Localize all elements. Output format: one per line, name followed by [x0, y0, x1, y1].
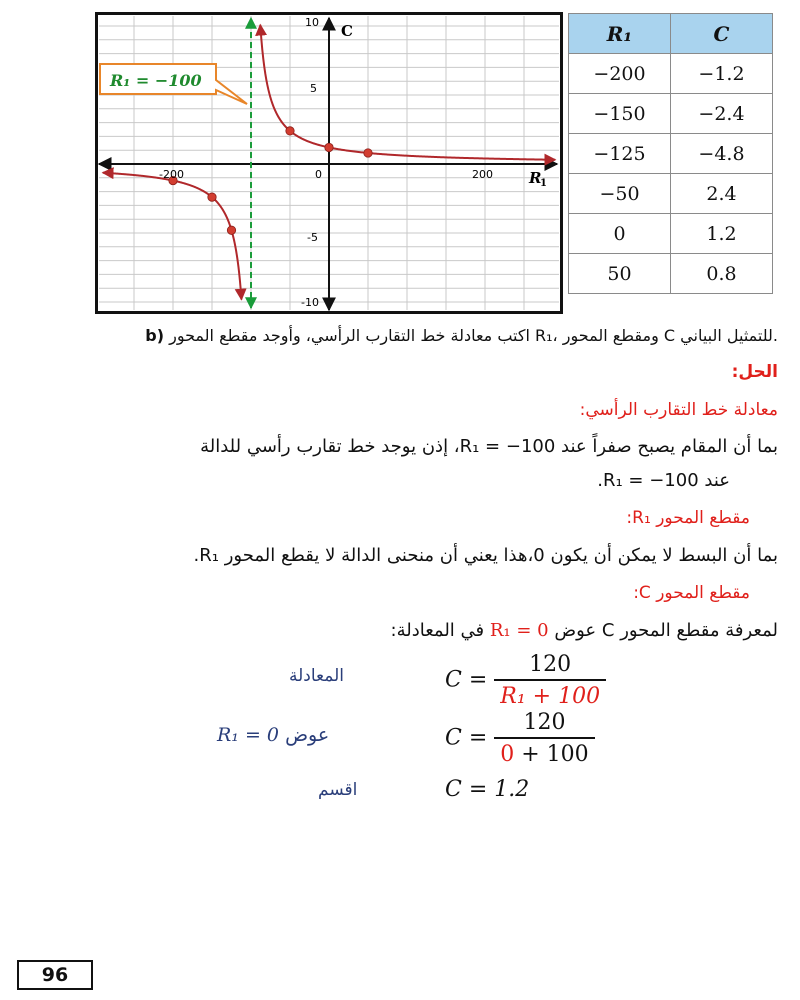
x-tick-200: 200: [472, 168, 493, 181]
table-row: [569, 134, 773, 174]
table-cell-c: −2.4: [671, 94, 773, 134]
table-header-row: [569, 14, 773, 54]
step2-label-math: R₁ = 0: [217, 724, 280, 746]
asymptote-text-1: بما أن المقام يصبح صفراً عند R₁ = −100، إذن يوجد خط تقارب رأسي للدالة: [200, 436, 778, 457]
step2-denominator: [494, 739, 594, 767]
c-intercept-text-a: لمعرفة مقطع المحور C عوض: [554, 620, 778, 641]
x-tick-neg200: -200: [159, 168, 184, 181]
table-cell-c: −1.2: [671, 54, 773, 94]
y-axis-name: C: [341, 22, 353, 40]
step2-equation: [445, 710, 595, 767]
x-axis-subscript: 1: [540, 178, 547, 189]
table-row: [569, 174, 773, 214]
table-cell-r: 0: [569, 214, 671, 254]
question-text: اكتب معادلة خط التقارب الرأسي، وأوجد مقطع المحور R₁، ومقطع المحور C للتمثيل البياني.: [169, 326, 778, 345]
asymptote-heading: معادلة خط التقارب الرأسي:: [579, 400, 778, 420]
table-header-r: R₁: [569, 14, 671, 54]
table-cell-c: 2.4: [671, 174, 773, 214]
asymptote-label: R₁ = −100: [110, 71, 202, 90]
step1-equation: [445, 652, 606, 709]
page-number: 96: [17, 960, 93, 990]
r-intercept-text: بما أن البسط لا يمكن أن يكون 0،هذا يعني أن منحنى الدالة لا يقطع المحور R₁.: [193, 545, 778, 566]
graph-canvas: [95, 12, 563, 314]
table-row: [569, 94, 773, 134]
step1-label: المعادلة: [289, 666, 344, 686]
x-axis-name: R: [529, 169, 542, 187]
data-point: [227, 226, 235, 234]
table-cell-c: 0.8: [671, 254, 773, 294]
step2-denominator-rest: + 100: [514, 742, 589, 767]
c-intercept-text-b: في المعادلة:: [390, 620, 485, 641]
step2-label: [217, 724, 329, 746]
step2-label-text: عوض: [285, 724, 330, 746]
step2-lhs: C =: [445, 725, 488, 751]
y-tick-5: 5: [310, 82, 317, 95]
table-row: [569, 54, 773, 94]
step1-numerator: 120: [494, 652, 606, 681]
table-cell-r: −200: [569, 54, 671, 94]
y-tick-neg5: -5: [307, 231, 318, 244]
c-intercept-sub: R₁ = 0: [489, 620, 549, 641]
step2-fraction: [494, 710, 594, 767]
data-point: [208, 193, 216, 201]
c-intercept-heading: مقطع المحور C:: [633, 583, 750, 603]
solution-heading: الحل:: [731, 362, 778, 382]
table-cell-r: −50: [569, 174, 671, 214]
step1-fraction: [494, 652, 606, 709]
table-cell-r: −150: [569, 94, 671, 134]
table-cell-c: −4.8: [671, 134, 773, 174]
table-header-c: C: [671, 14, 773, 54]
value-table: [568, 13, 773, 294]
c-intercept-text: [22, 620, 778, 641]
step2-numerator: 120: [494, 710, 594, 739]
y-tick-10: 10: [305, 16, 319, 29]
step3-equation: C = 1.2: [445, 777, 530, 802]
table-cell-r: −125: [569, 134, 671, 174]
graph: [95, 12, 563, 314]
table-row: [569, 254, 773, 294]
r-intercept-heading: مقطع المحور R₁:: [626, 508, 750, 528]
data-point: [325, 143, 333, 151]
x-tick-0: 0: [315, 168, 322, 181]
step1-lhs: C =: [445, 667, 488, 693]
table-cell-r: 50: [569, 254, 671, 294]
question-letter: b): [145, 326, 165, 345]
table-row: [569, 214, 773, 254]
step2-denominator-red: 0: [500, 742, 515, 767]
step1-denominator: R₁ + 100: [500, 684, 601, 709]
y-tick-neg10: -10: [301, 296, 319, 309]
asymptote-text-2: عند R₁ = −100.: [597, 470, 730, 491]
step3-label: اقسم: [318, 780, 358, 800]
question-line: [22, 326, 778, 345]
table-cell-c: 1.2: [671, 214, 773, 254]
data-point: [286, 127, 294, 135]
data-point: [364, 149, 372, 157]
